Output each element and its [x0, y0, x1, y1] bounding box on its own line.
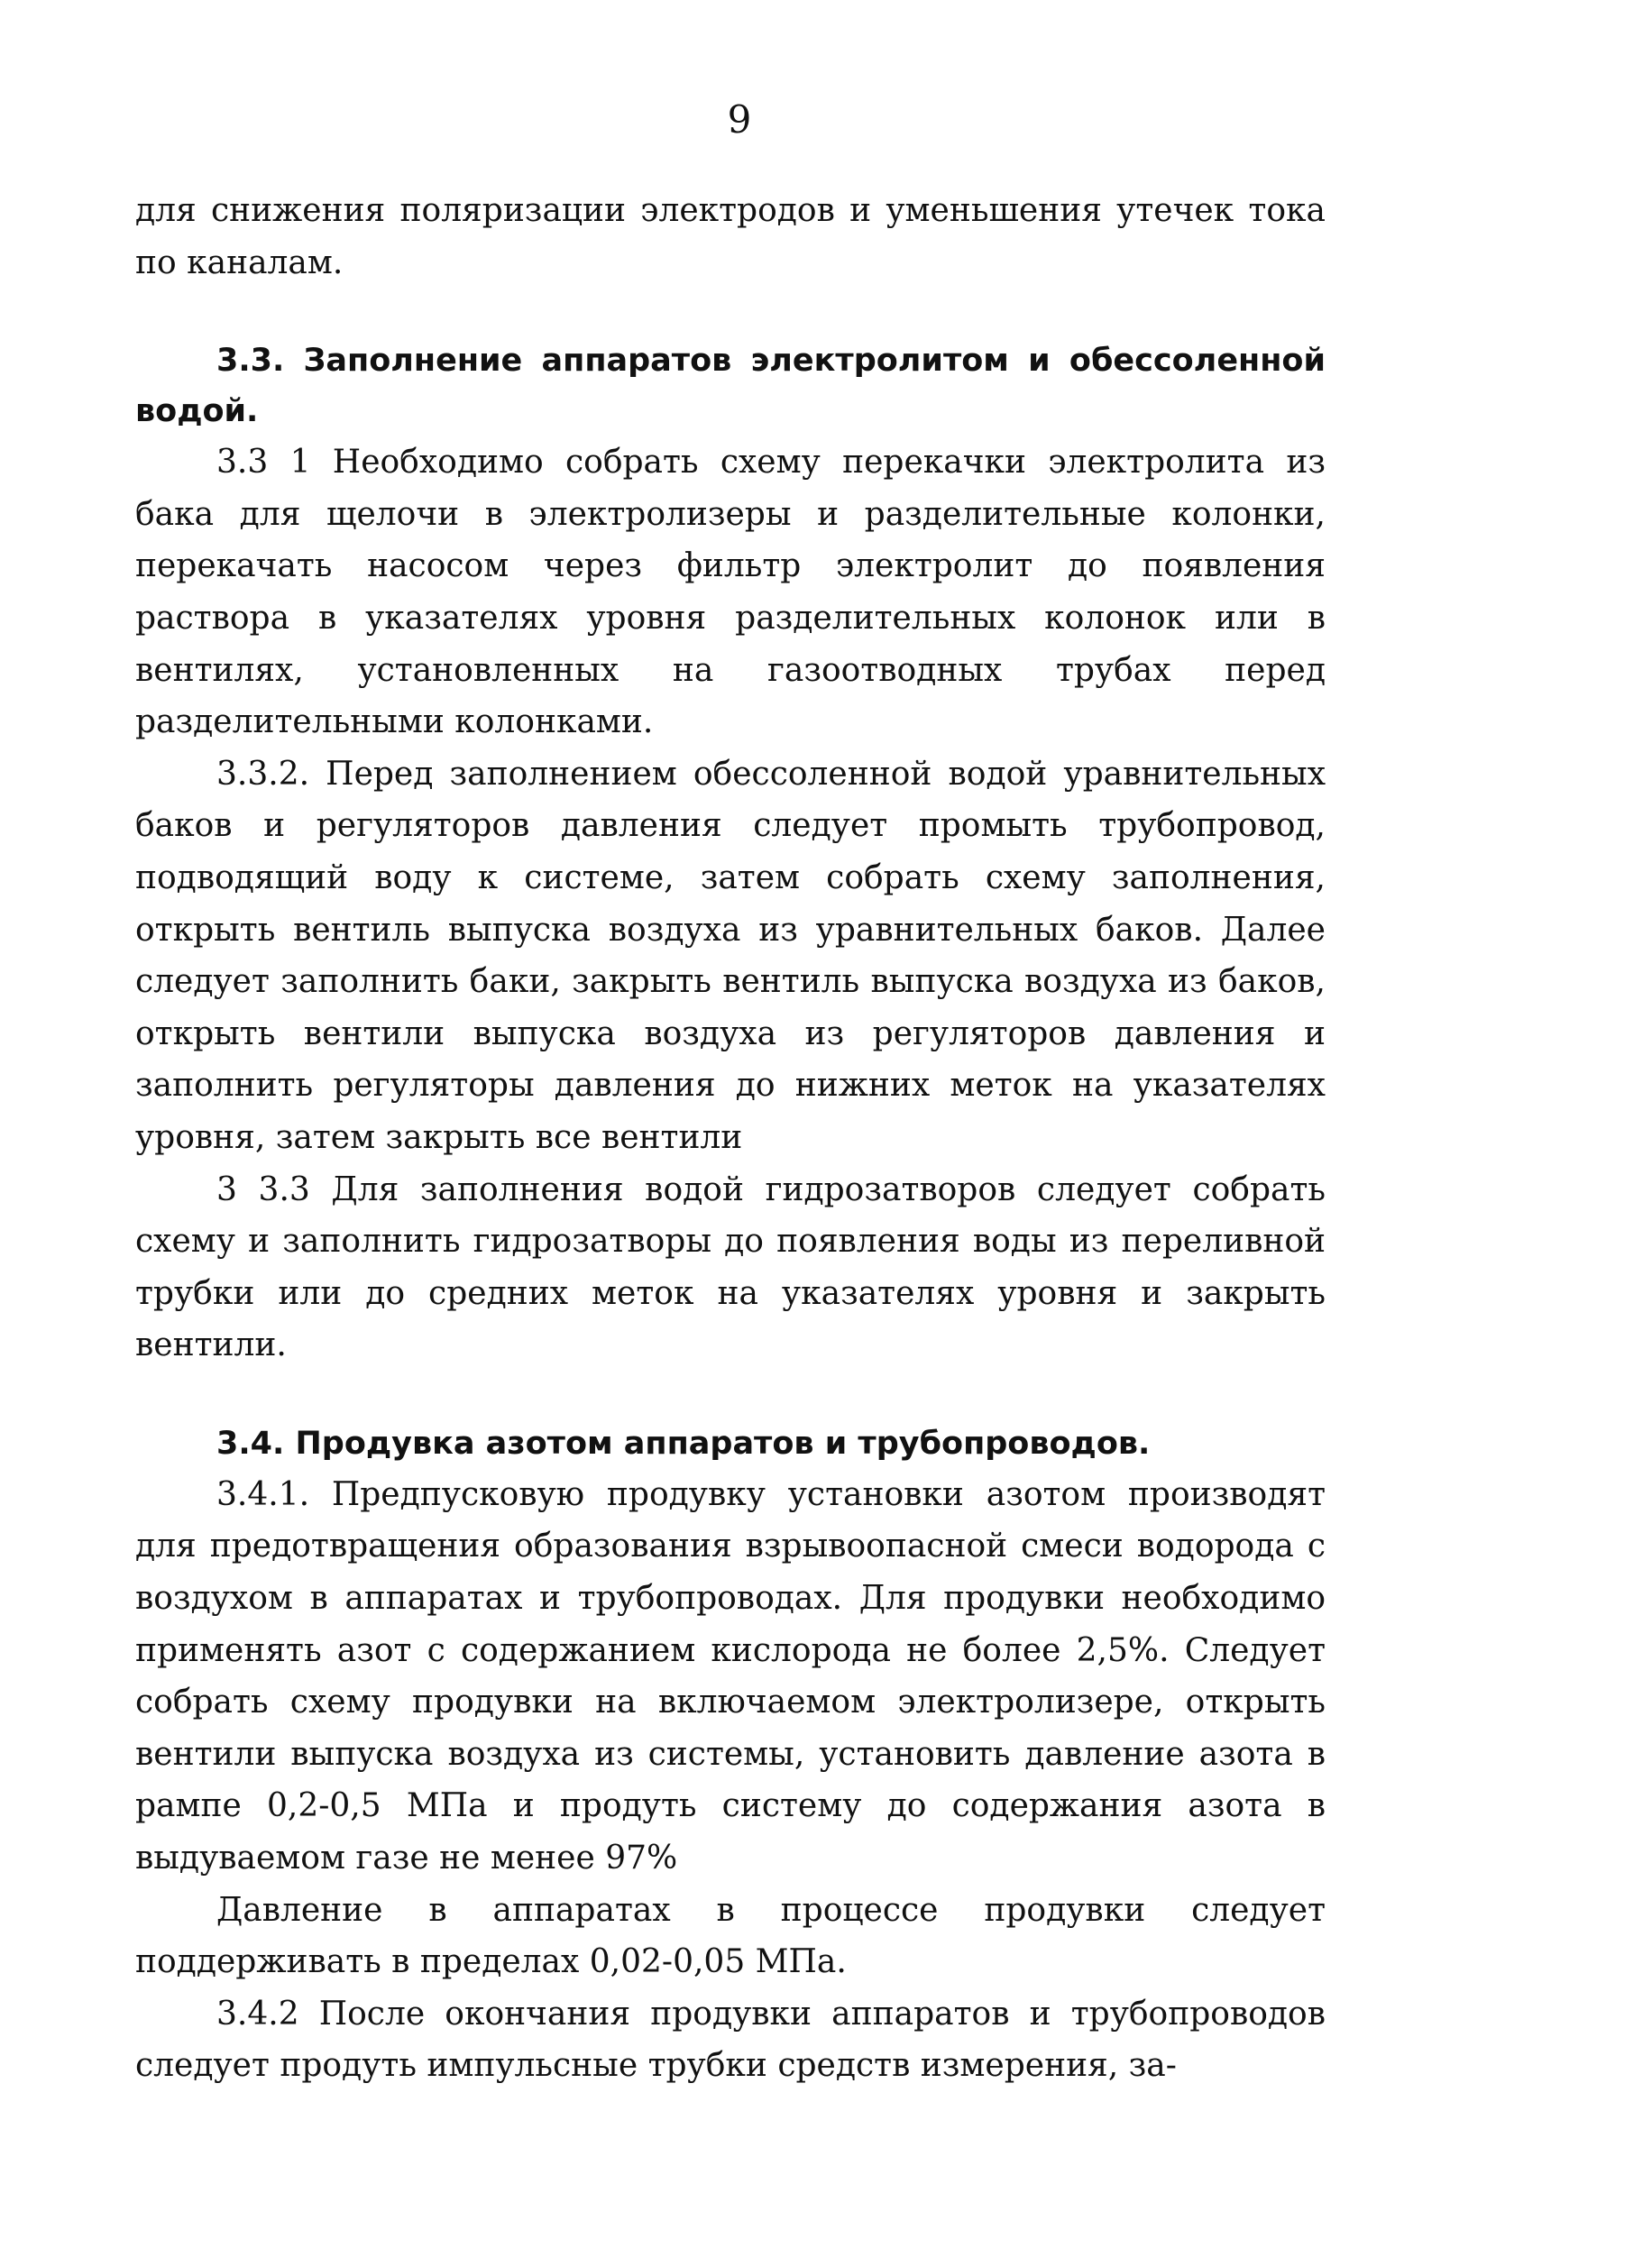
paragraph-3-4-1: 3.4.1. Предпусковую продувку установки азотом производят для предотвращения образования взрывоопасной смеси водорода с воздухом в аппаратах и трубопроводах. Для продувки необходимо применять азот с содержанием кислорода не более 2,5%. Следует собрать схему продувки на включаемом электролизере, открыть вентили выпуска воздуха из системы, установить давление азота в рампе 0,2-0,5 МПа и продуть систему до содержания азота в выдуваемом газе не менее 97% — [135, 1475, 1326, 1877]
paragraph-pressure: Давление в аппаратах в процессе продувки следует поддерживать в пределах 0,02-0,05 МПа. — [135, 1891, 1326, 1981]
section-3-3-heading: 3.3. Заполнение аппаратов электролитом и обессоленной водой. — [135, 343, 1326, 430]
document-body — [135, 185, 1326, 2092]
paragraph-3-3-3: 3 3.3 Для заполнения водой гидрозатворов следует собрать схему и заполнить гидрозатворы до появления воды из переливной трубки или до средних меток на указателях уровня и закрыть вентили. — [135, 1170, 1326, 1364]
intro-paragraph: для снижения поляризации электродов и уменьшения утечек тока по каналам. — [135, 192, 1326, 281]
section-3-4-heading: 3.4. Продувка азотом аппаратов и трубопроводов. — [216, 1425, 1151, 1462]
paragraph-3-3-1: 3.3 1 Необходимо собрать схему перекачки электролита из бака для щелочи в электролизеры и разделительные колонки, перекачать насосом через фильтр электролит до появления раствора в указателях уровня разделительных колонок или в вентилях, установленных на газоотводных трубах перед разделительными колонками. — [135, 444, 1326, 741]
paragraph-3-3-2: 3.3.2. Перед заполнением обессоленной водой уравнительных баков и регуляторов давления следует промыть трубопровод, подводящий воду к системе, затем собрать схему заполнения, открыть вентиль выпуска воздуха из уравнительных баков. Далее следует заполнить баки, закрыть вентиль выпуска воздуха из баков, открыть вентили выпуска воздуха из регуляторов давления и заполнить регуляторы давления до нижних меток на указателях уровня, затем закрыть все вентили — [135, 755, 1326, 1156]
paragraph-3-4-2: 3.4.2 После окончания продувки аппаратов и трубопроводов следует продуть импульсные трубки средств измерения, за- — [135, 1995, 1326, 2085]
page-number: 9 — [727, 97, 752, 142]
